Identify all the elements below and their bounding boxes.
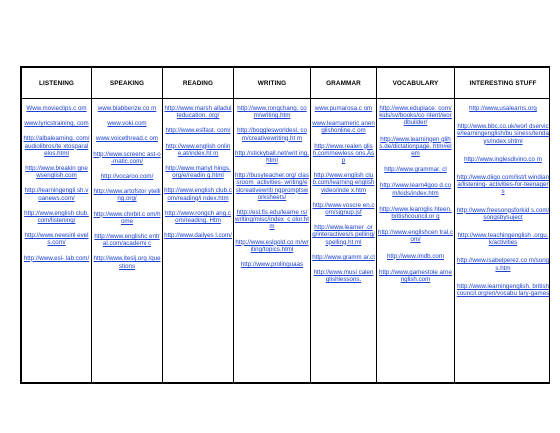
resource-link[interactable]: http://www.englishcen tral.com/ xyxy=(378,229,453,244)
resource-table-sheet xyxy=(20,66,550,384)
resource-link[interactable]: http://www.manyt hings.org/e/readin g.html xyxy=(165,165,231,180)
resource-link[interactable]: http://www.learn4goo d.com/kids/index.htm xyxy=(379,182,452,197)
grammar-links-cell xyxy=(311,99,377,383)
resource-link[interactable]: www.pumarosa.c om xyxy=(314,105,373,112)
reading-links-cell xyxy=(163,99,234,383)
resource-link[interactable]: http://www.musi calenglishlessons. xyxy=(313,269,374,284)
resource-link[interactable]: http://busyteacher.org/ classroom_activities- writing/eslcreativewriti ngpromptsworksheets/ xyxy=(235,172,309,201)
resource-link[interactable]: www.lyricstraining. com xyxy=(24,120,89,128)
resource-link[interactable]: http://www.voscre en.com/signup.jsf xyxy=(312,201,375,217)
resource-link[interactable]: http://www.dailyes l.com/ xyxy=(164,232,232,240)
resource-link[interactable]: http://www.eduplace. com/kids/sv/books/co ntent/wordbuilder/ xyxy=(379,105,452,127)
resource-link[interactable]: http://www.chirbit.c om/home xyxy=(93,210,161,225)
writing-links-cell xyxy=(234,99,311,383)
resource-link[interactable]: http://www.marsh alladulteducation. org/ xyxy=(164,105,232,120)
resource-link[interactable]: http://www.diigo.com/list/t windiana/listening- activities-for-teenagers xyxy=(456,174,550,196)
resource-link[interactable]: http://www.grammar. cl xyxy=(384,166,447,174)
resource-link[interactable]: http://www.usalearns.org xyxy=(469,105,537,112)
resource-link[interactable]: www.learnameric anenglishonline.c om xyxy=(312,120,375,135)
resource-link[interactable]: www.voicethread.c om xyxy=(96,135,158,143)
resource-link[interactable]: http://www.prolinguaas xyxy=(240,261,304,269)
header-writing: WRITING xyxy=(234,68,311,99)
resource-link[interactable]: http://www.artofstor ytelling.org/ xyxy=(93,188,161,203)
resource-link[interactable]: http://www.rongchang. com/writing.htm xyxy=(237,105,307,120)
resource-link[interactable]: http://www.isabelperez.co m/songs.htm xyxy=(456,257,550,272)
resource-link[interactable]: http://bogglesworldesl. com/creativewriting.ht m xyxy=(237,127,307,142)
resource-link[interactable]: http://www.breakin gnewsenglish.com xyxy=(25,165,88,180)
resource-link[interactable]: http://www.imdb.com xyxy=(386,252,445,260)
resource-link[interactable]: http://www.freesongsforkid s.com/songsbysuject xyxy=(456,206,550,221)
resource-link[interactable]: http://www.gamestole arnenglish.com xyxy=(379,268,452,284)
header-vocabulary: VOCABULARY xyxy=(377,68,455,99)
resource-link[interactable]: http://albalearning. com/audiolibros/te xtosparalelos.html xyxy=(23,135,90,157)
resource-link[interactable]: http://www.englishc entral.com/academi c xyxy=(94,233,160,248)
resource-link[interactable]: http://www.learner .org/interactives/s pelling/spelling.ht ml xyxy=(312,224,375,246)
resource-link[interactable]: http://www.english club.com/listening/ xyxy=(24,209,89,225)
links-row xyxy=(22,99,551,383)
header-row xyxy=(22,68,551,99)
resource-link[interactable]: http://stickyball.net/writ ing.html xyxy=(235,149,309,165)
header-grammar: GRAMMAR xyxy=(311,68,377,99)
interesting-stuff-links-cell xyxy=(455,99,551,383)
resource-link[interactable]: http://vocaroo.com/ xyxy=(100,173,154,181)
resource-link[interactable]: http://www.esl- lab.com/ xyxy=(23,254,90,262)
resource-link[interactable]: http://www.eslfast. com/ xyxy=(165,127,231,135)
resource-link[interactable]: http://www.inglesdivino.co m xyxy=(464,155,542,163)
resource-link[interactable]: http://www.realen glish.com/newless ons.Asp xyxy=(312,142,375,165)
resource-link[interactable]: http://www.screenc ast-o-matic.com/ xyxy=(93,150,161,165)
speaking-links-cell xyxy=(92,99,163,383)
resource-link[interactable]: http://www.bbc.co.uk/worl dservice/learningenglish/bu siness/tendays/index.shtml xyxy=(457,123,549,145)
header-reading: READING xyxy=(163,68,234,99)
header-interesting-stuff: INTERESTING STUFF xyxy=(455,68,551,99)
resource-link[interactable]: http://www.english club.com/learning englishvideo/inde x.htm xyxy=(312,172,375,194)
resource-link[interactable]: http://www.english club.com/reading/i ndex.htm xyxy=(164,187,232,202)
resource-link[interactable]: http://www.newsinl evels.com/ xyxy=(24,232,89,247)
resource-link[interactable]: Www.movieclips.c om xyxy=(26,105,87,112)
resource-link[interactable]: http://www.rongch ang.com/reading. Htm xyxy=(164,209,232,225)
resource-link[interactable]: http://www.learningenglish. britishcouncil.org/en/vocabu lary-games xyxy=(456,282,550,298)
resource-table xyxy=(21,67,550,383)
resource-link[interactable]: http://www.gramm ar.cl xyxy=(312,253,375,261)
resource-link[interactable]: http://www.teachingenglish .orgu.k/activities xyxy=(457,232,549,247)
resource-link[interactable]: http://www.eslgold.co m/writing/topics.html xyxy=(235,238,309,253)
resource-link[interactable]: http://www.learningen glihs.de/dictationpage. htm#elem xyxy=(379,135,452,158)
resource-link[interactable]: www.blabberize.co m xyxy=(97,105,157,112)
vocabulary-links-cell xyxy=(377,99,455,383)
listening-links-cell xyxy=(22,99,92,383)
header-speaking: SPEAKING xyxy=(92,68,163,99)
resource-link[interactable]: http://www.iteslj.org /questions xyxy=(93,255,161,270)
resource-link[interactable]: http://esl.fis.edu/learne rs/writing/misc/index_c olor.htm xyxy=(235,209,309,231)
header-listening: LISTENING xyxy=(22,68,92,99)
resource-link[interactable]: http://www.learnglis hteen.britishcouncil.or g xyxy=(379,205,452,221)
resource-link[interactable]: www.voki.com xyxy=(107,120,147,128)
resource-link[interactable]: http://www.english online.at/index.ht m xyxy=(165,142,231,157)
resource-link[interactable]: http://learningengli sh.voanews.com/ xyxy=(24,187,89,202)
